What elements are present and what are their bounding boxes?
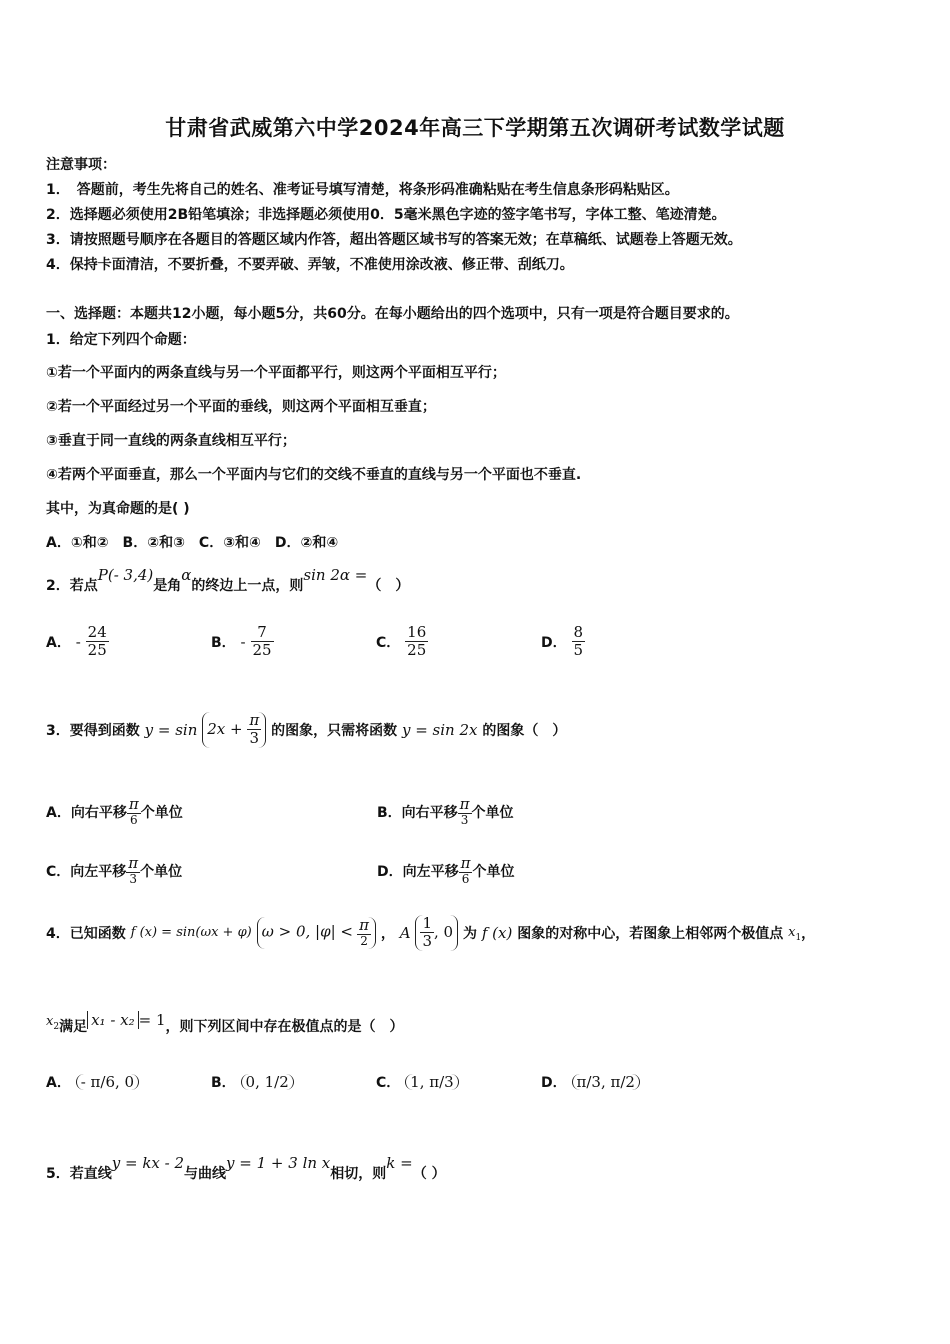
q1-ask: 其中，为真命题的是( ) xyxy=(46,501,190,517)
q2-option-b-fraction: $\frac{7}{25}$ xyxy=(252,623,272,660)
q2-option-c-fraction: $\frac{16}{25}$ xyxy=(407,623,427,660)
q2-option-b[interactable]: B． - $\frac{7}{25}$ xyxy=(211,623,272,660)
q2-point: P(- 3,4) xyxy=(97,566,154,584)
q3-func-1-arg: 2x + $\frac{\pi}{3}$ xyxy=(202,712,266,748)
q5-curve: y = 1 + 3 ln x xyxy=(226,1154,331,1172)
q2-option-d-fraction: $\frac{8}{5}$ xyxy=(573,623,584,660)
q1-prop-3: ③垂直于同一直线的两条直线相互平行； xyxy=(46,433,296,449)
section-heading: 一、选择题：本题共12小题，每小题5分，共60分。在每小题给出的四个选项中，只有一项是符合题目要求的。 xyxy=(46,306,739,322)
q1-options: A．①和② B．②和③ C．③和④ D．②和④ xyxy=(46,535,339,551)
q3-option-b[interactable]: B．向右平移 $\frac{\pi}{3}$ 个单位 xyxy=(377,795,514,828)
notice-item-4: 4．保持卡面清洁，不要折叠，不要弄破、弄皱，不准使用涂改液、修正带、刮纸刀。 xyxy=(46,257,574,273)
q3-option-d[interactable]: D．向左平移 $\frac{\pi}{6}$ 个单位 xyxy=(377,854,515,887)
q2-expr: sin 2α = xyxy=(303,566,368,584)
q3-func-1: y = sin xyxy=(144,720,198,739)
q4-function: f (x) = sin(ωx + φ) xyxy=(130,925,252,941)
q2-option-a-fraction: $\frac{24}{25}$ xyxy=(87,623,107,660)
q2-stem: 2．若点P(- 3,4)是角α的终边上一点，则sin 2α =（ ） xyxy=(46,566,410,594)
q2-option-d[interactable]: D． $\frac{8}{5}$ xyxy=(541,623,584,660)
q5-line: y = kx - 2 xyxy=(111,1154,185,1172)
q4-condition: ω > 0, |φ| < $\frac{\pi}{2}$ xyxy=(257,917,376,949)
q4-point-a-coords: $\frac{1}{3}$ , 0 xyxy=(415,915,458,951)
q5-k: k = xyxy=(386,1154,413,1172)
q3-func-2: y = sin 2x xyxy=(401,720,478,739)
notice-item-1: 1． 答题前，考生先将自己的姓名、准考证号填写清楚，将条形码准确粘贴在考生信息条形码粘贴区。 xyxy=(46,182,679,198)
notice-item-2: 2．选择题必须使用2B铅笔填涂；非选择题必须使用0．5毫米黑色字迹的签字笔书写，字体工整、笔迹清楚。 xyxy=(46,207,726,223)
q4-point-a: A xyxy=(399,923,411,942)
q4-option-d-interval: π/3, π/2 xyxy=(572,1074,640,1091)
notice-heading: 注意事项： xyxy=(46,157,116,173)
q4-option-b[interactable]: B． 0, 1/2 xyxy=(211,1072,294,1092)
q2-alpha: α xyxy=(181,566,192,584)
q4-option-c[interactable]: C． 1, π/3 xyxy=(376,1072,459,1092)
q4-stem-line-2: x2满足 x₁ - x₂ = 1，则下列区间中存在极值点的是（ ） xyxy=(46,1011,404,1035)
q4-option-a-interval: - π/6, 0 xyxy=(76,1074,139,1091)
q4-abs-diff: x₁ - x₂ xyxy=(87,1011,139,1029)
q5-stem: 5．若直线y = kx - 2与曲线y = 1 + 3 ln x相切，则k =（ ） xyxy=(46,1154,446,1182)
q2-option-a[interactable]: A． - $\frac{24}{25}$ xyxy=(46,623,107,660)
q1-prop-1: ①若一个平面内的两条直线与另一个平面都平行，则这两个平面相互平行； xyxy=(46,365,506,381)
q3-stem: 3．要得到函数 y = sin 2x + $\frac{\pi}{3}$ 的图象，只需将函数 y = sin 2x 的图象（ ） xyxy=(46,711,567,748)
q3-option-a[interactable]: A．向右平移 $\frac{\pi}{6}$ 个单位 xyxy=(46,795,183,828)
notice-item-3: 3．请按照题号顺序在各题目的答题区域内作答，超出答题区域书写的答案无效；在草稿纸、试题卷上答题无效。 xyxy=(46,232,742,248)
q1-stem: 1．给定下列四个命题： xyxy=(46,332,196,348)
q4-option-b-interval: 0, 1/2 xyxy=(241,1074,294,1091)
q4-stem-line-1: 4．已知函数 f (x) = sin(ωx + φ) ω > 0, |φ| < $\frac{\pi}{2}$ ， A $\frac{1}{3}$ , 0 为 f (x) 图象的对称中心，若图象上相邻两个极值点 x1， xyxy=(46,914,816,951)
q4-option-c-interval: 1, π/3 xyxy=(405,1074,459,1091)
q4-option-a[interactable]: A． - π/6, 0 xyxy=(46,1072,139,1092)
q3-option-c[interactable]: C．向左平移 $\frac{\pi}{3}$ 个单位 xyxy=(46,854,183,887)
q1-prop-4: ④若两个平面垂直，那么一个平面内与它们的交线不垂直的直线与另一个平面也不垂直. xyxy=(46,467,582,483)
q2-option-c[interactable]: C． $\frac{16}{25}$ xyxy=(376,623,427,660)
q1-prop-2: ②若一个平面经过另一个平面的垂线，则这两个平面相互垂直； xyxy=(46,399,436,415)
q4-option-d[interactable]: D． π/3, π/2 xyxy=(541,1072,640,1092)
exam-title: 甘肃省武威第六中学2024年高三下学期第五次调研考试数学试题 xyxy=(165,116,785,140)
